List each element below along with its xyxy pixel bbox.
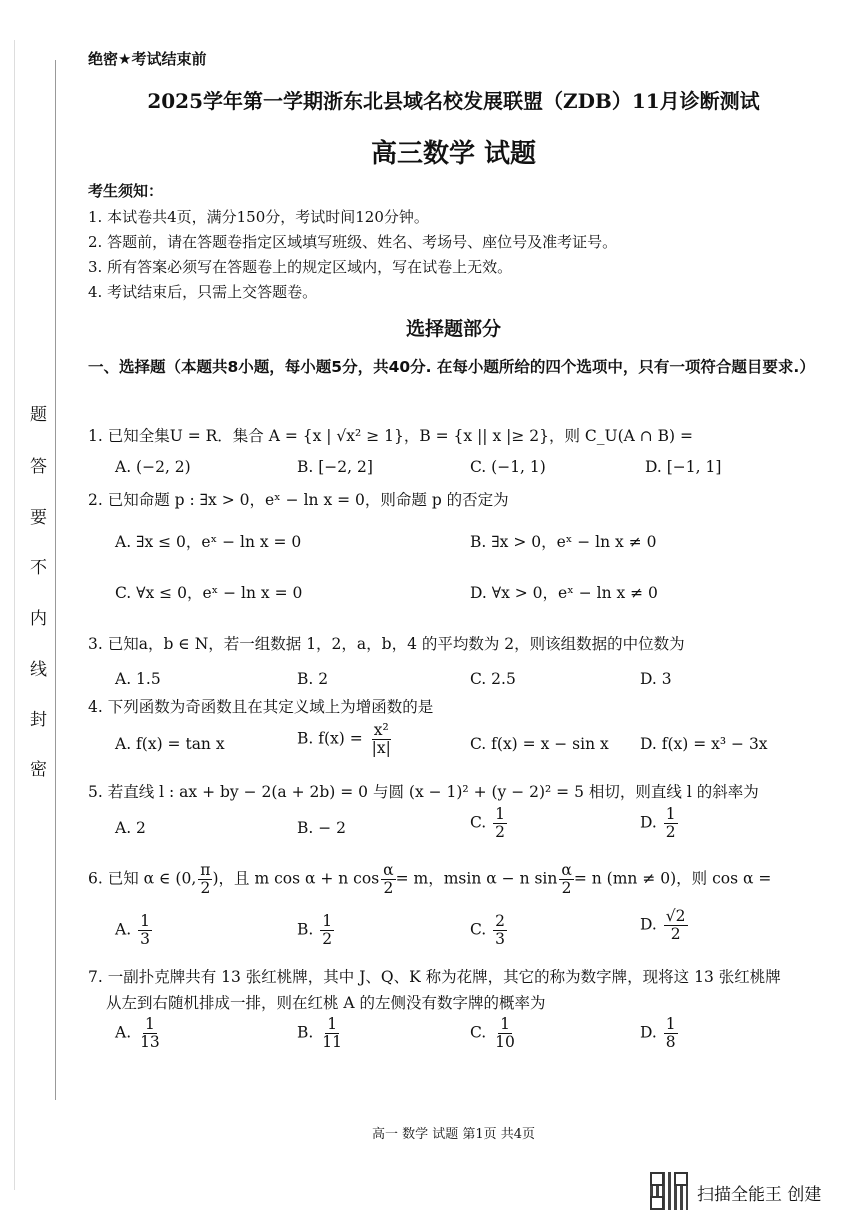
option-c-label: C. — [470, 920, 487, 939]
fraction-numerator: 1 — [322, 912, 333, 930]
stem-text: )，且 m cos α + n cos — [212, 869, 380, 888]
notice-item: 3. 所有答案必须写在答题卷上的规定区域内，写在试卷上无效。 — [88, 258, 513, 276]
stem-text: = m，msin α − n sin — [395, 869, 558, 888]
question-3-option-a: A. 1.5 — [115, 670, 161, 688]
question-6-option-a — [115, 913, 152, 948]
question-4-stem: 4. 下列函数为奇函数且在其定义域上为增函数的是 — [88, 698, 434, 716]
option-c-label: C. — [470, 1023, 487, 1042]
question-1-option-d: D. [−1, 1] — [645, 458, 722, 476]
stem-text: 6. 已知 α ∈ (0, — [88, 869, 197, 888]
question-7-option-c — [470, 1016, 517, 1051]
question-1-stem: 1. 已知全集U = R．集合 A = {x | √x² ≥ 1}，B = {x || x |≥ 2}，则 C_U(A ∩ B) = — [88, 427, 694, 445]
question-4-option-d: D. f(x) = x³ − 3x — [640, 735, 768, 753]
option-d-label: D. — [640, 1023, 657, 1042]
seal-char: 线 — [30, 660, 47, 680]
fraction-denominator: 8 — [665, 1033, 676, 1052]
qr-code-icon — [650, 1172, 688, 1210]
seal-line — [55, 60, 56, 1100]
fraction-numerator: 1 — [140, 912, 150, 930]
question-5-option-c — [470, 806, 507, 841]
fraction-denominator: 11 — [322, 1033, 342, 1052]
question-7-option-a — [115, 1016, 162, 1051]
option-b-label: B. — [297, 920, 314, 939]
question-2-option-d: D. ∀x > 0，eˣ − ln x ≠ 0 — [470, 584, 658, 602]
question-1-option-c: C. (−1, 1) — [470, 458, 546, 476]
question-2-option-b: B. ∃x > 0，eˣ − ln x ≠ 0 — [470, 533, 657, 551]
fraction-numerator: 1 — [665, 1015, 676, 1033]
question-6-stem — [88, 862, 771, 897]
question-6-option-d — [640, 908, 688, 943]
question-5-option-d — [640, 806, 678, 841]
seal-char: 密 — [30, 760, 47, 780]
question-4-option-b — [297, 722, 393, 757]
question-3-option-d: D. 3 — [640, 670, 672, 688]
fraction-numerator: 1 — [665, 805, 676, 823]
question-4-option-a: A. f(x) = tan x — [115, 735, 225, 753]
option-b-label: B. f(x) = — [297, 729, 363, 748]
option-a-label: A. — [115, 920, 132, 939]
question-2-option-a: A. ∃x ≤ 0，eˣ − ln x = 0 — [115, 533, 302, 551]
question-7-stem-line-1: 7. 一副扑克牌共有 13 张红桃牌，其中 J、Q、K 称为花牌，其它的称为数字牌，现将这 13 张红桃牌 — [88, 968, 781, 986]
question-3-stem: 3. 已知a，b ∈ N，若一组数据 1，2，a，b，4 的平均数为 2，则该组数据的中位数为 — [88, 635, 685, 653]
page-footer: 高一 数学 试题 第1页 共4页 — [371, 1127, 536, 1142]
question-5-stem: 5. 若直线 l : ax + by − 2(a + 2b) = 0 与圆 (x − 1)² + (y − 2)² = 5 相切，则直线 l 的斜率为 — [88, 783, 759, 801]
notice-item: 1. 本试卷共4页，满分150分，考试时间120分钟。 — [88, 208, 429, 226]
seal-char: 封 — [30, 710, 47, 730]
fraction-denominator: 13 — [140, 1033, 160, 1052]
fraction-denominator: 2 — [322, 930, 333, 949]
fraction-numerator: x² — [373, 721, 389, 739]
question-1-option-b: B. [−2, 2] — [297, 458, 373, 476]
subject-title: 高三数学 试题 — [370, 139, 537, 169]
question-1-option-a: A. (−2, 2) — [115, 458, 191, 476]
fraction-denominator: 10 — [495, 1033, 515, 1052]
option-a-label: A. — [115, 1023, 132, 1042]
option-b-label: B. — [297, 1023, 314, 1042]
stem-text: = n (mn ≠ 0)，则 cos α = — [573, 869, 772, 888]
notice-heading: 考生须知： — [88, 182, 164, 200]
question-7-option-b — [297, 1016, 344, 1051]
fraction-numerator: 2 — [495, 912, 506, 930]
confidential-label: 绝密★考试结束前 — [88, 50, 207, 68]
fraction-denominator: 3 — [140, 930, 150, 949]
fraction-numerator: α — [561, 861, 572, 879]
option-d-label: D. — [640, 915, 657, 934]
fraction-denominator: 2 — [561, 879, 572, 898]
seal-char: 不 — [30, 558, 47, 578]
question-2-option-c: C. ∀x ≤ 0，eˣ − ln x = 0 — [115, 584, 303, 602]
question-7-option-d — [640, 1016, 678, 1051]
fraction-denominator: 2 — [495, 823, 506, 842]
question-6-option-c — [470, 913, 507, 948]
fraction-denominator: 2 — [665, 823, 676, 842]
fraction-denominator: 2 — [670, 925, 681, 944]
question-2-stem: 2. 已知命题 p : ∃x > 0，eˣ − ln x = 0，则命题 p 的否定为 — [88, 491, 509, 509]
question-4-option-c: C. f(x) = x − sin x — [470, 735, 609, 753]
section-instruction: 一、选择题（本题共8小题，每小题5分，共40分. 在每小题所给的四个选项中，只有一项符合题目要求.） — [88, 358, 815, 376]
exam-title: 2025学年第一学期浙东北县域名校发展联盟（ZDB）11月诊断测试 — [147, 89, 760, 113]
fraction-numerator: 1 — [327, 1015, 338, 1033]
section-title: 选择题部分 — [405, 318, 501, 340]
seal-char: 要 — [30, 508, 47, 528]
fraction-denominator: 2 — [200, 879, 211, 898]
page-edge-line — [14, 40, 15, 1190]
question-7-stem-line-2: 从左到右随机排成一排，则在红桃 A 的左侧没有数字牌的概率为 — [106, 994, 546, 1012]
notice-item: 4. 考试结束后，只需上交答题卷。 — [88, 283, 318, 301]
fraction-denominator: 3 — [495, 930, 506, 949]
fraction-denominator: |x| — [371, 739, 391, 758]
question-3-option-c: C. 2.5 — [470, 670, 516, 688]
question-6-option-b — [297, 913, 334, 948]
option-c-label: C. — [470, 813, 487, 832]
question-3-option-b: B. 2 — [297, 670, 329, 688]
fraction-numerator: α — [383, 861, 394, 879]
scanner-watermark: 扫描全能王 创建 — [697, 1185, 822, 1205]
seal-char: 题 — [30, 405, 47, 425]
fraction-numerator: 1 — [500, 1015, 510, 1033]
notice-item: 2. 答题前，请在答题卷指定区域填写班级、姓名、考场号、座位号及准考证号。 — [88, 233, 618, 251]
fraction-numerator: 1 — [495, 805, 506, 823]
question-5-option-a: A. 2 — [115, 819, 146, 837]
option-d-label: D. — [640, 813, 657, 832]
seal-char: 内 — [30, 609, 47, 629]
fraction-numerator: 1 — [144, 1015, 155, 1033]
seal-char: 答 — [30, 457, 47, 477]
fraction-numerator: √2 — [665, 907, 686, 925]
question-5-option-b: B. − 2 — [297, 819, 347, 837]
fraction-denominator: 2 — [383, 879, 394, 898]
fraction-numerator: π — [200, 861, 211, 879]
